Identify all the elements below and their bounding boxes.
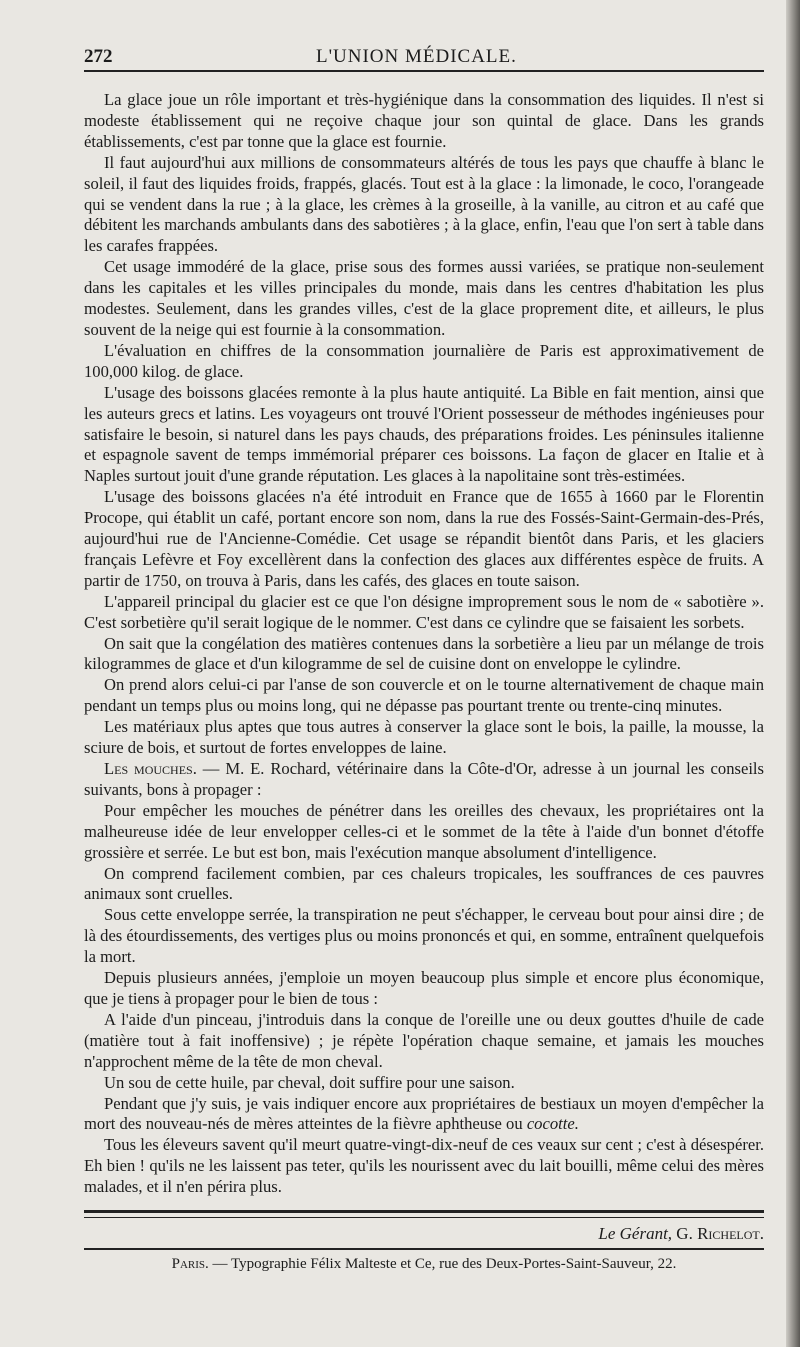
footer-double-rule xyxy=(84,1210,764,1218)
paragraph: Sous cette enveloppe serrée, la transpiration ne peut s'échapper, le cerveau bout pour ainsi dire ; de là des étourdissements, des vertiges plus ou moins prononcés et qui, en somme, entraînent quelquefois la mort. xyxy=(84,905,764,967)
paragraph: On prend alors celui-ci par l'anse de son couvercle et on le tourne alternativement de chaque main pendant un temps plus ou moins long, qui ne dépasse pas pourtant trente ou trente-cinq minutes. xyxy=(84,675,764,716)
imprint-city: Paris. xyxy=(171,1256,209,1273)
paragraph: L'usage des boissons glacées remonte à la plus haute antiquité. La Bible en fait mention, ainsi que les auteurs grecs et latins. Les voyageurs ont trouvé l'Orient possesseur de méthodes ingénieuses pour satisfaire le besoin, si naturel dans les pays chauds, des préparations froides. Les péninsules italienne et espagnole savent de temps immémorial préparer ces boissons. La façon de glacer en Italie et à Naples surtout jouit d'une grande réputation. Les glaces à la napolitaine sont très-estimées. xyxy=(84,382,764,486)
paragraph: Un sou de cette huile, par cheval, doit suffire pour une saison. xyxy=(104,1072,515,1092)
signature-role: Le Gérant, xyxy=(598,1224,673,1244)
paragraph-text: Pendant que j'y suis, je vais indiquer encore aux propriétaires de bestiaux un moyen d'empêcher la mort des nouveau-nés de mères atteintes de la fièvre aphtheuse ou xyxy=(84,1093,764,1134)
book-spine-shadow xyxy=(786,0,800,1347)
paragraph: Pour empêcher les mouches de pénétrer dans les oreilles des chevaux, les propriétaires ont la malheureuse idée de leur envelopper celles-ci et le sommet de la tête à l'aide d'un bonnet d'étoffe grossière et serrée. Le but est bon, mais l'exécution manque absolument d'intelligence. xyxy=(84,800,764,862)
paragraph: Les matériaux plus aptes que tous autres à conserver la glace sont le bois, la paille, la mousse, la sciure de bois, et surtout de fortes enveloppes de laine. xyxy=(84,717,764,758)
article-body xyxy=(84,90,764,1198)
paragraph: L'évaluation en chiffres de la consommation journalière de Paris est approximativement de 100,000 kilog. de glace. xyxy=(84,340,764,381)
printer-imprint xyxy=(84,1256,764,1273)
page-number: 272 xyxy=(84,46,113,67)
italic-term: cocotte. xyxy=(526,1114,579,1134)
section-title: Les mouches. xyxy=(104,759,197,778)
paragraph: Cet usage immodéré de la glace, prise sous des formes aussi variées, se pratique non-seulement dans les capitales et les villes principales du monde, mais dans les centres d'habitation les plus modestes. Seulement, dans les grandes villes, c'est de la glace proprement dite, et ailleurs, le plus souvent de la neige qui est fournie à la consommation. xyxy=(84,257,764,339)
imprint-rule xyxy=(84,1248,764,1250)
imprint-text: — Typographie Félix Malteste et Ce, rue des Deux-Portes-Saint-Sauveur, 22. xyxy=(208,1256,677,1273)
paragraph: On sait que la congélation des matières contenues dans la sorbetière a lieu par un mélange de trois kilogrammes de glace et d'un kilogramme de sel de cuisine dont on enveloppe le cylindre. xyxy=(84,633,764,674)
paragraph: A l'aide d'un pinceau, j'introduis dans la conque de l'oreille une ou deux gouttes d'huile de cade (matière tout à fait inoffensive) ; je répète l'opération chaque semaine, et jamais les mouches n'approchent même de la tête de mon cheval. xyxy=(84,1009,764,1071)
signature xyxy=(84,1224,764,1244)
paragraph: L'appareil principal du glacier est ce que l'on désigne improprement sous le nom de « sabotière ». C'est sorbetière qu'il serait logique de le nommer. C'est dans ce cylindre que se faisaient les sorbets. xyxy=(84,591,764,632)
paragraph: On comprend facilement combien, par ces chaleurs tropicales, les souffrances de ces pauvres animaux sont cruelles. xyxy=(84,863,764,904)
page-header xyxy=(84,36,764,72)
running-head: L'UNION MÉDICALE. xyxy=(316,46,517,67)
paragraph-cocotte xyxy=(84,1094,764,1136)
paragraph: Il faut aujourd'hui aux millions de consommateurs altérés de tous les pays que chauffe à blanc le soleil, il faut des liquides froids, frappés, glacés. Tout est à la glace : la limonade, le coco, l'orangeade qui se vendent dans la rue ; à la glace, les crèmes à la groseille, à la vanille, au citron et au café que débitent les marchands ambulants dans des sabotières ; à la glace, enfin, l'eau que l'on sert à table dans les carafes frappées. xyxy=(84,152,764,256)
section-intro: — M. E. Rochard, vétérinaire dans la Côte-d'Or, adresse à un journal les conseils suivants, bons à propager : xyxy=(84,759,764,799)
paragraph: Depuis plusieurs années, j'emploie un moyen beaucoup plus simple et encore plus économique, que je tiens à propager pour le bien de tous : xyxy=(84,968,764,1008)
paragraph: La glace joue un rôle important et très-hygiénique dans la consommation des liquides. Il n'est si modeste établissement qui ne reçoive chaque jour son quintal de glace. Dans les grands établissements, c'est par tonne que la glace est fournie. xyxy=(84,90,764,151)
paragraph: L'usage des boissons glacées n'a été introduit en France que de 1655 à 1660 par le Florentin Procope, qui établit un café, portant encore son nom, dans la rue des Fossés-Saint-Germain-des-Prés, aujourd'hui rue de l'Ancienne-Comédie. Cet usage se répandit bientôt dans Paris, et les glaciers français Lefèvre et Foy excellèrent dans la confection des glaces aux différentes espèce de fruits. A partir de 1750, on trouva à Paris, dans les cafés, des glaces en toute saison. xyxy=(84,487,764,590)
section-mouches xyxy=(84,759,764,801)
signature-name: G. Richelot. xyxy=(676,1224,764,1244)
paragraph: Tous les éleveurs savent qu'il meurt quatre-vingt-dix-neuf de ces veaux sur cent ; c'est à désespérer. Eh bien ! qu'ils ne les laissent pas teter, qu'ils les nourissent avec du lait bouilli, même celui des mères malades, et il n'en périra plus. xyxy=(84,1135,764,1197)
